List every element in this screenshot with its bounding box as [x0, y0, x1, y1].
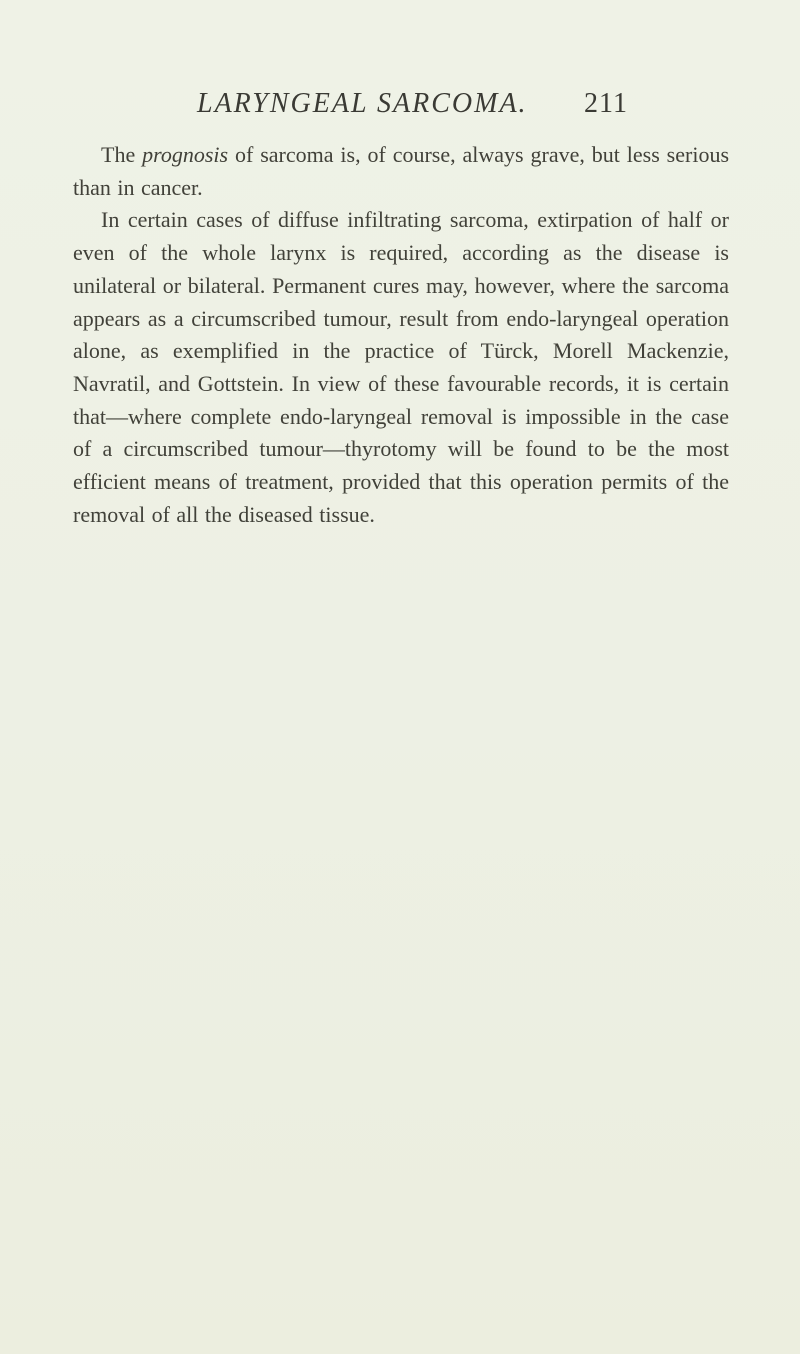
paragraph-text: of sarcoma is, of course, always grave, but less serious than in cancer. [73, 142, 730, 200]
body-text [73, 139, 729, 531]
emphasis-prognosis: prognosis [142, 142, 229, 167]
paragraph-prognosis [73, 139, 729, 204]
paragraph-treatment: In certain cases of diffuse infiltrating sarcoma, extirpation of half or even of the whole larynx is required, according as the disease is unilateral or bilateral. Permanent cures may, however, where the sarcoma appears as a circumscribed tumour, result from endo-laryngeal operation alone, as exemplified in the practice of Türck, Morell Mackenzie, Navratil, and Gottstein. In view of these favourable records, it is certain that—where complete endo-laryngeal removal is impossible in the case of a circumscribed tumour—thyrotomy will be found to be the most efficient means of treatment, provided that this operation permits of the removal of all the diseased tissue. [73, 207, 729, 527]
page-number: 211 [584, 88, 628, 119]
running-title: LARYNGEAL SARCOMA. [197, 88, 528, 119]
running-head [0, 88, 800, 128]
paragraph-lead: The [101, 142, 143, 167]
